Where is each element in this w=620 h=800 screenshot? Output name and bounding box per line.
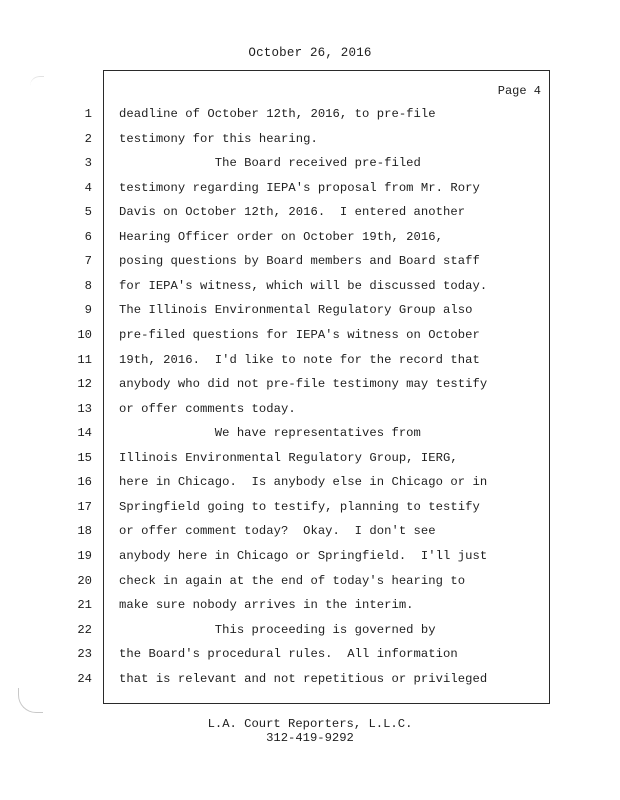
footer [0, 717, 620, 745]
transcript-line: We have representatives from [119, 426, 421, 441]
transcript-line: or offer comment today? Okay. I don't see [119, 524, 436, 539]
line-number: 5 [84, 205, 92, 220]
line-number: 7 [84, 254, 92, 269]
transcript-line: Springfield going to testify, planning to testify [119, 499, 480, 514]
line-number: 2 [84, 131, 92, 146]
transcript-line: the Board's procedural rules. All information [119, 647, 458, 662]
transcript-line: make sure nobody arrives in the interim. [119, 598, 414, 612]
line-number: 19 [77, 548, 92, 563]
transcript-line: The Board received pre-filed [119, 156, 421, 171]
punch-hole-mark [18, 688, 43, 713]
line-number: 15 [77, 450, 92, 465]
line-number: 21 [77, 598, 92, 612]
transcript-line: posing questions by Board members and Board staff [119, 254, 480, 269]
line-number: 17 [77, 499, 92, 514]
line-number: 12 [77, 377, 92, 392]
line-number: 6 [84, 229, 92, 244]
transcript-line: for IEPA's witness, which will be discussed today. [119, 278, 488, 293]
transcript-line: testimony for this hearing. [119, 131, 318, 146]
line-number: 11 [77, 352, 92, 367]
transcript-line: This proceeding is governed by [119, 622, 436, 637]
line-number: 9 [84, 303, 92, 318]
page-label: Page 4 [497, 84, 541, 98]
line-number: 23 [77, 647, 92, 662]
line-number: 14 [77, 426, 92, 441]
line-number: 24 [77, 671, 92, 686]
footer-company: L.A. Court Reporters, L.L.C. [207, 717, 413, 731]
transcript-line: that is relevant and not repetitious or privileged [119, 671, 488, 686]
transcript-line: 19th, 2016. I'd like to note for the record that [119, 352, 480, 367]
transcript-line: Hearing Officer order on October 19th, 2016, [119, 229, 444, 244]
punch-hole-mark-top [30, 76, 44, 87]
footer-phone: 312-419-9292 [266, 731, 354, 745]
header-date: October 26, 2016 [248, 46, 372, 60]
transcript-line: anybody who did not pre-file testimony may testify [119, 377, 488, 392]
transcript-line: check in again at the end of today's hearing to [119, 573, 466, 588]
line-number: 18 [77, 524, 92, 539]
line-number: 20 [77, 573, 92, 588]
line-number: 16 [77, 475, 92, 490]
transcript-line: here in Chicago. Is anybody else in Chicago or in [119, 475, 488, 490]
line-number: 3 [84, 156, 92, 171]
line-number: 13 [77, 401, 92, 416]
line-number: 22 [77, 622, 92, 637]
transcript-line: anybody here in Chicago or Springfield. I'll just [119, 548, 488, 563]
transcript-line: pre-filed questions for IEPA's witness on October [119, 328, 480, 342]
line-number: 4 [84, 180, 92, 195]
transcript-line: Davis on October 12th, 2016. I entered another [119, 205, 466, 220]
transcript-line: testimony regarding IEPA's proposal from Mr. Rory [119, 180, 480, 195]
line-number: 1 [84, 107, 92, 121]
transcript-line: or offer comments today. [119, 401, 296, 416]
line-number: 8 [84, 278, 92, 293]
transcript-line: deadline of October 12th, 2016, to pre-file [119, 107, 436, 121]
transcript-line: Illinois Environmental Regulatory Group, IERG, [119, 450, 458, 465]
transcript-line: The Illinois Environmental Regulatory Group also [119, 303, 473, 318]
line-number: 10 [77, 328, 92, 342]
